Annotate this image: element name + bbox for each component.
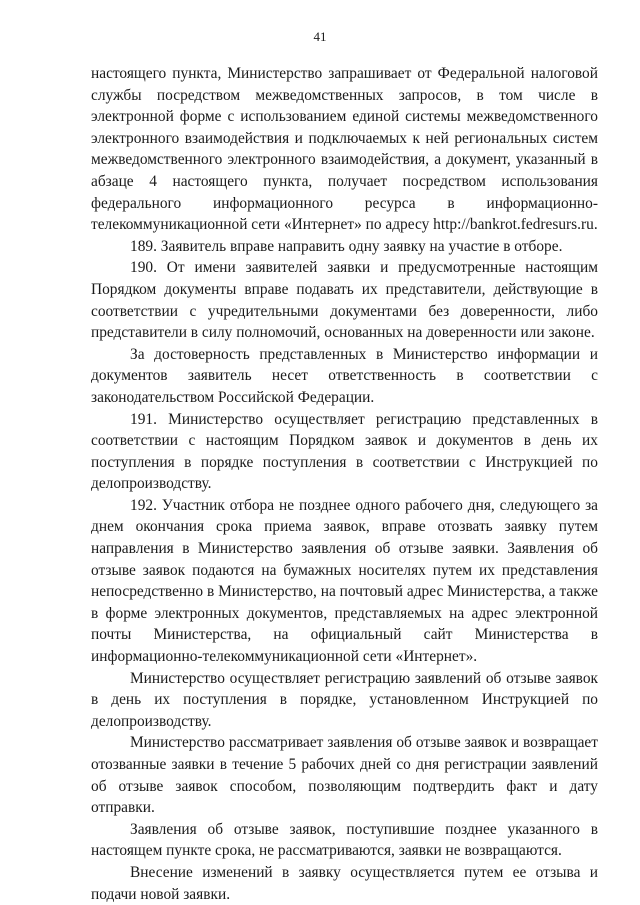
paragraph-amendments: Внесение изменений в заявку осуществляется путем ее отзыва и подачи новой заявки. [91, 863, 598, 903]
paragraph-item-189: 189. Заявитель вправе направить одну заявку на участие в отборе. [130, 237, 563, 255]
paragraph-continuation: настоящего пункта, Министерство запрашивает от Федеральной налоговой службы посредством межведомственных запросов, в том числе в электронной форме с использованием единой системы межведомственного электронного взаимодействия и подключаемых к ней региональных систем межведомственного электронного взаимодействия, а документ, указанный в абзаце 4 настоящего пункта, получает посредством использования федерального информационного ресурса в информационно-телекоммуникационной сети «Интернет» по адресу http://bankrot.fedresurs.ru. [91, 65, 598, 234]
document-body [91, 63, 598, 905]
paragraph-late-withdrawals: Заявления об отзыве заявок, поступившие позднее указанного в настоящем пункте срока, не рассматриваются, заявки не возвращаются. [91, 820, 598, 860]
paragraph-responsibility: За достоверность представленных в Министерство информации и документов заявитель несет ответственность в соответствии с законодательством Российской Федерации. [91, 345, 598, 406]
paragraph-item-190: 190. От имени заявителей заявки и предусмотренные настоящим Порядком документы вправе подавать их представители, действующие в соответствии с учредительными документами без доверенности, либо представители в силу полномочий, основанных на доверенности или законе. [91, 259, 598, 342]
paragraph-item-192: 192. Участник отбора не позднее одного рабочего дня, следующего за днем окончания срока приема заявок, вправе отозвать заявку путем направления в Министерство заявления об отзыве заявки. Заявления об отзыве заявок подаются на бумажных носителях путем их представления непосредственно в Министерство, на почтовый адрес Министерства, а также в форме электронных документов, представляемых на адрес электронной почты Министерства, на официальный сайт Министерства в информационно-телекоммуникационной сети «Интернет». [91, 496, 598, 666]
paragraph-withdrawal-registration: Министерство осуществляет регистрацию заявлений об отзыве заявок в день их поступления в порядке, установленном Инструкцией по делопроизводству. [91, 669, 598, 730]
paragraph-item-191: 191. Министерство осуществляет регистрацию представленных в соответствии с настоящим Порядком заявок и документов в день их поступления в порядке поступления в соответствии с Инструкцией по делопроизводству. [91, 410, 598, 493]
page-number: 41 [313, 29, 327, 44]
paragraph-withdrawal-review: Министерство рассматривает заявления об отзыве заявок и возвращает отозванные заявки в течение 5 рабочих дней со дня регистрации заявлений об отзыве заявок способом, позволяющим подтвердить факт и дату отправки. [91, 734, 598, 817]
